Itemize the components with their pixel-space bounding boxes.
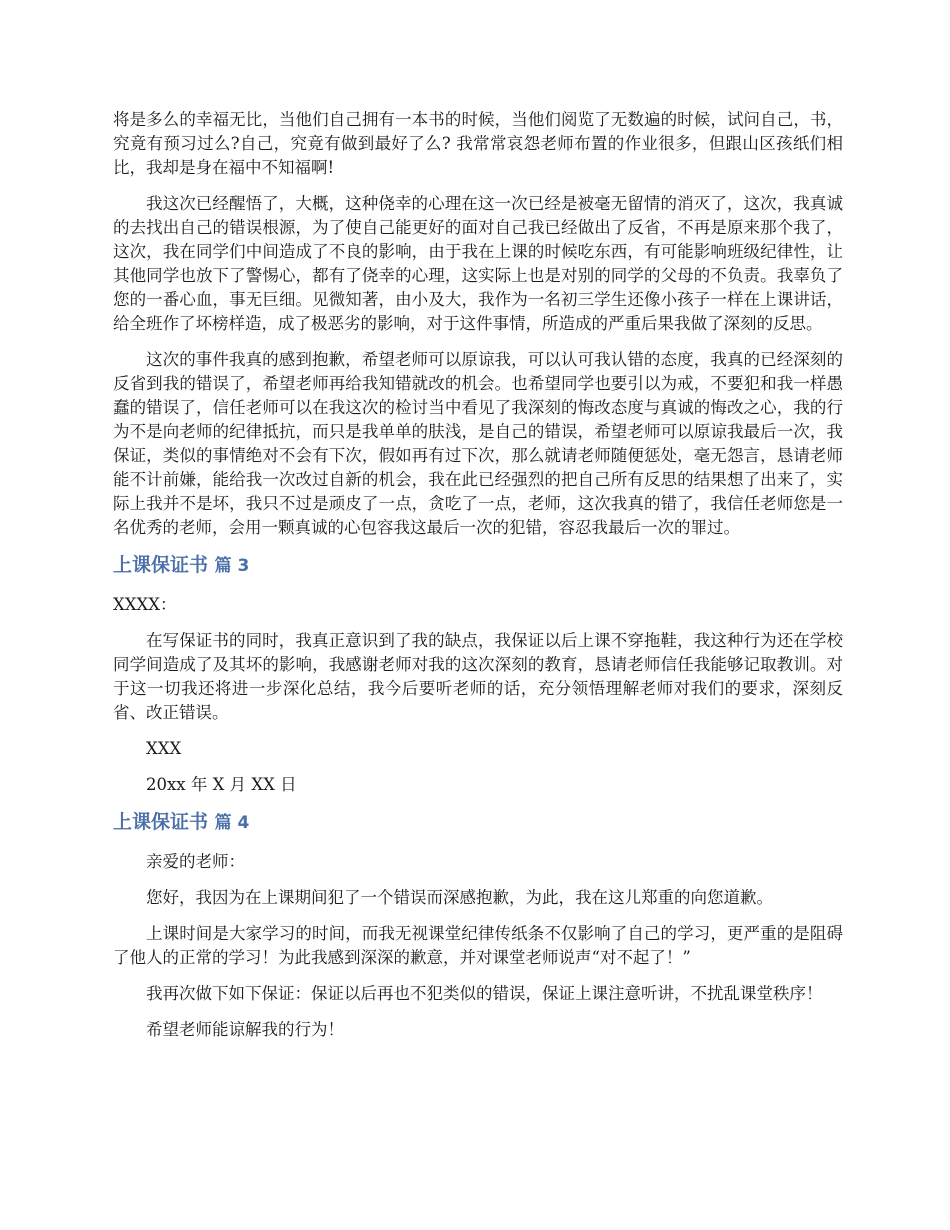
section-heading-4 [113, 809, 843, 836]
document-page [113, 108, 843, 1054]
date: 20xx 年 X 月 XX 日 [146, 775, 297, 794]
paragraph: 将是多么的幸福无比，当他们自己拥有一本书的时候，当他们阅览了无数遍的时候，试问自己，书，究竟有预习过么?自己，究竟有做到最好了么? 我常常哀怨老师布置的作业很多，但跟山区孩纸们相比，我却是身在福中不知福啊! [113, 110, 843, 177]
salutation: XXXX： [113, 595, 177, 614]
salutation: 亲爱的老师： [146, 852, 245, 871]
paragraph: 这次的事件我真的感到抱歉，希望老师可以原谅我，可以认可我认错的态度，我真的已经深刻的反省到我的错误了，希望老师再给我知错就改的机会。也希望同学也要引以为戒，不要犯和我一样愚蠢的错误了，信任老师可以在我这次的检讨当中看见了我深刻的悔改态度与真诚的悔改之心，我的行为不是向老师的纪律抵抗，而只是我单单的肤浅，是自己的错误，希望老师可以原谅我最后一次，我保证，类似的事情绝对不会有下次，假如再有过下次，那么就请老师随便惩处，毫无怨言，恳请老师能不计前嫌，能给我一次改过自新的机会，我在此已经强烈的把自己所有反思的结果想了出来了，实际上我并不是坏，我只不过是顽皮了一点，贪吃了一点，老师，这次我真的错了，我信任老师您是一名优秀的老师，会用一颗真诚的心包容我这最后一次的犯错，容忍我最后一次的罪过。 [113, 350, 843, 537]
section-heading-3 [113, 552, 843, 579]
section-number: 篇 4 [214, 813, 250, 833]
section-title: 上课保证书 [113, 554, 209, 576]
paragraph: 在写保证书的同时，我真正意识到了我的缺点，我保证以后上课不穿拖鞋，我这种行为还在学校同学间造成了及其坏的影响，我感谢老师对我的这次深刻的教育，恳请老师信任我能够记取教训。对于这一切我还将进一步深化总结，我今后要听老师的话，充分领悟理解老师对我们的要求，深刻反省、改正错误。 [113, 631, 843, 722]
signature: XXX [146, 739, 182, 758]
section-title: 上课保证书 [113, 811, 209, 833]
paragraph: 我这次已经醒悟了，大概，这种侥幸的心理在这一次已经是被毫无留情的消灭了，这次，我真诚的去找出自己的错误根源，为了使自己能更好的面对自己我已经做出了反省，不再是原来那个我了，这次，我在同学们中间造成了不良的影响，由于我在上课的时候吃东西，有可能影响班级纪律性，让其他同学也放下了警惕心，都有了侥幸的心理，这实际上也是对别的同学的父母的不负责。我辜负了您的一番心血，事无巨细。见微知著，由小及大，我作为一名初三学生还像小孩子一样在上课讲话，给全班作了坏榜样造，成了极恶劣的影响，对于这件事情，所造成的严重后果我做了深刻的反思。 [113, 194, 843, 333]
paragraph: 我再次做下如下保证：保证以后再也不犯类似的错误，保证上课注意听讲，不扰乱课堂秩序！ [146, 984, 823, 1003]
paragraph: 上课时间是大家学习的时间，而我无视课堂纪律传纸条不仅影响了自己的学习，更严重的是阻碍了他人的正常的学习！为此我感到深深的歉意，并对课堂老师说声“对不起了！” [113, 924, 843, 967]
paragraph: 希望老师能谅解我的行为！ [146, 1020, 344, 1039]
paragraph: 您好，我因为在上课期间犯了一个错误而深感抱歉，为此，我在这儿郑重的向您道歉。 [146, 888, 773, 907]
section-number: 篇 3 [214, 556, 250, 576]
